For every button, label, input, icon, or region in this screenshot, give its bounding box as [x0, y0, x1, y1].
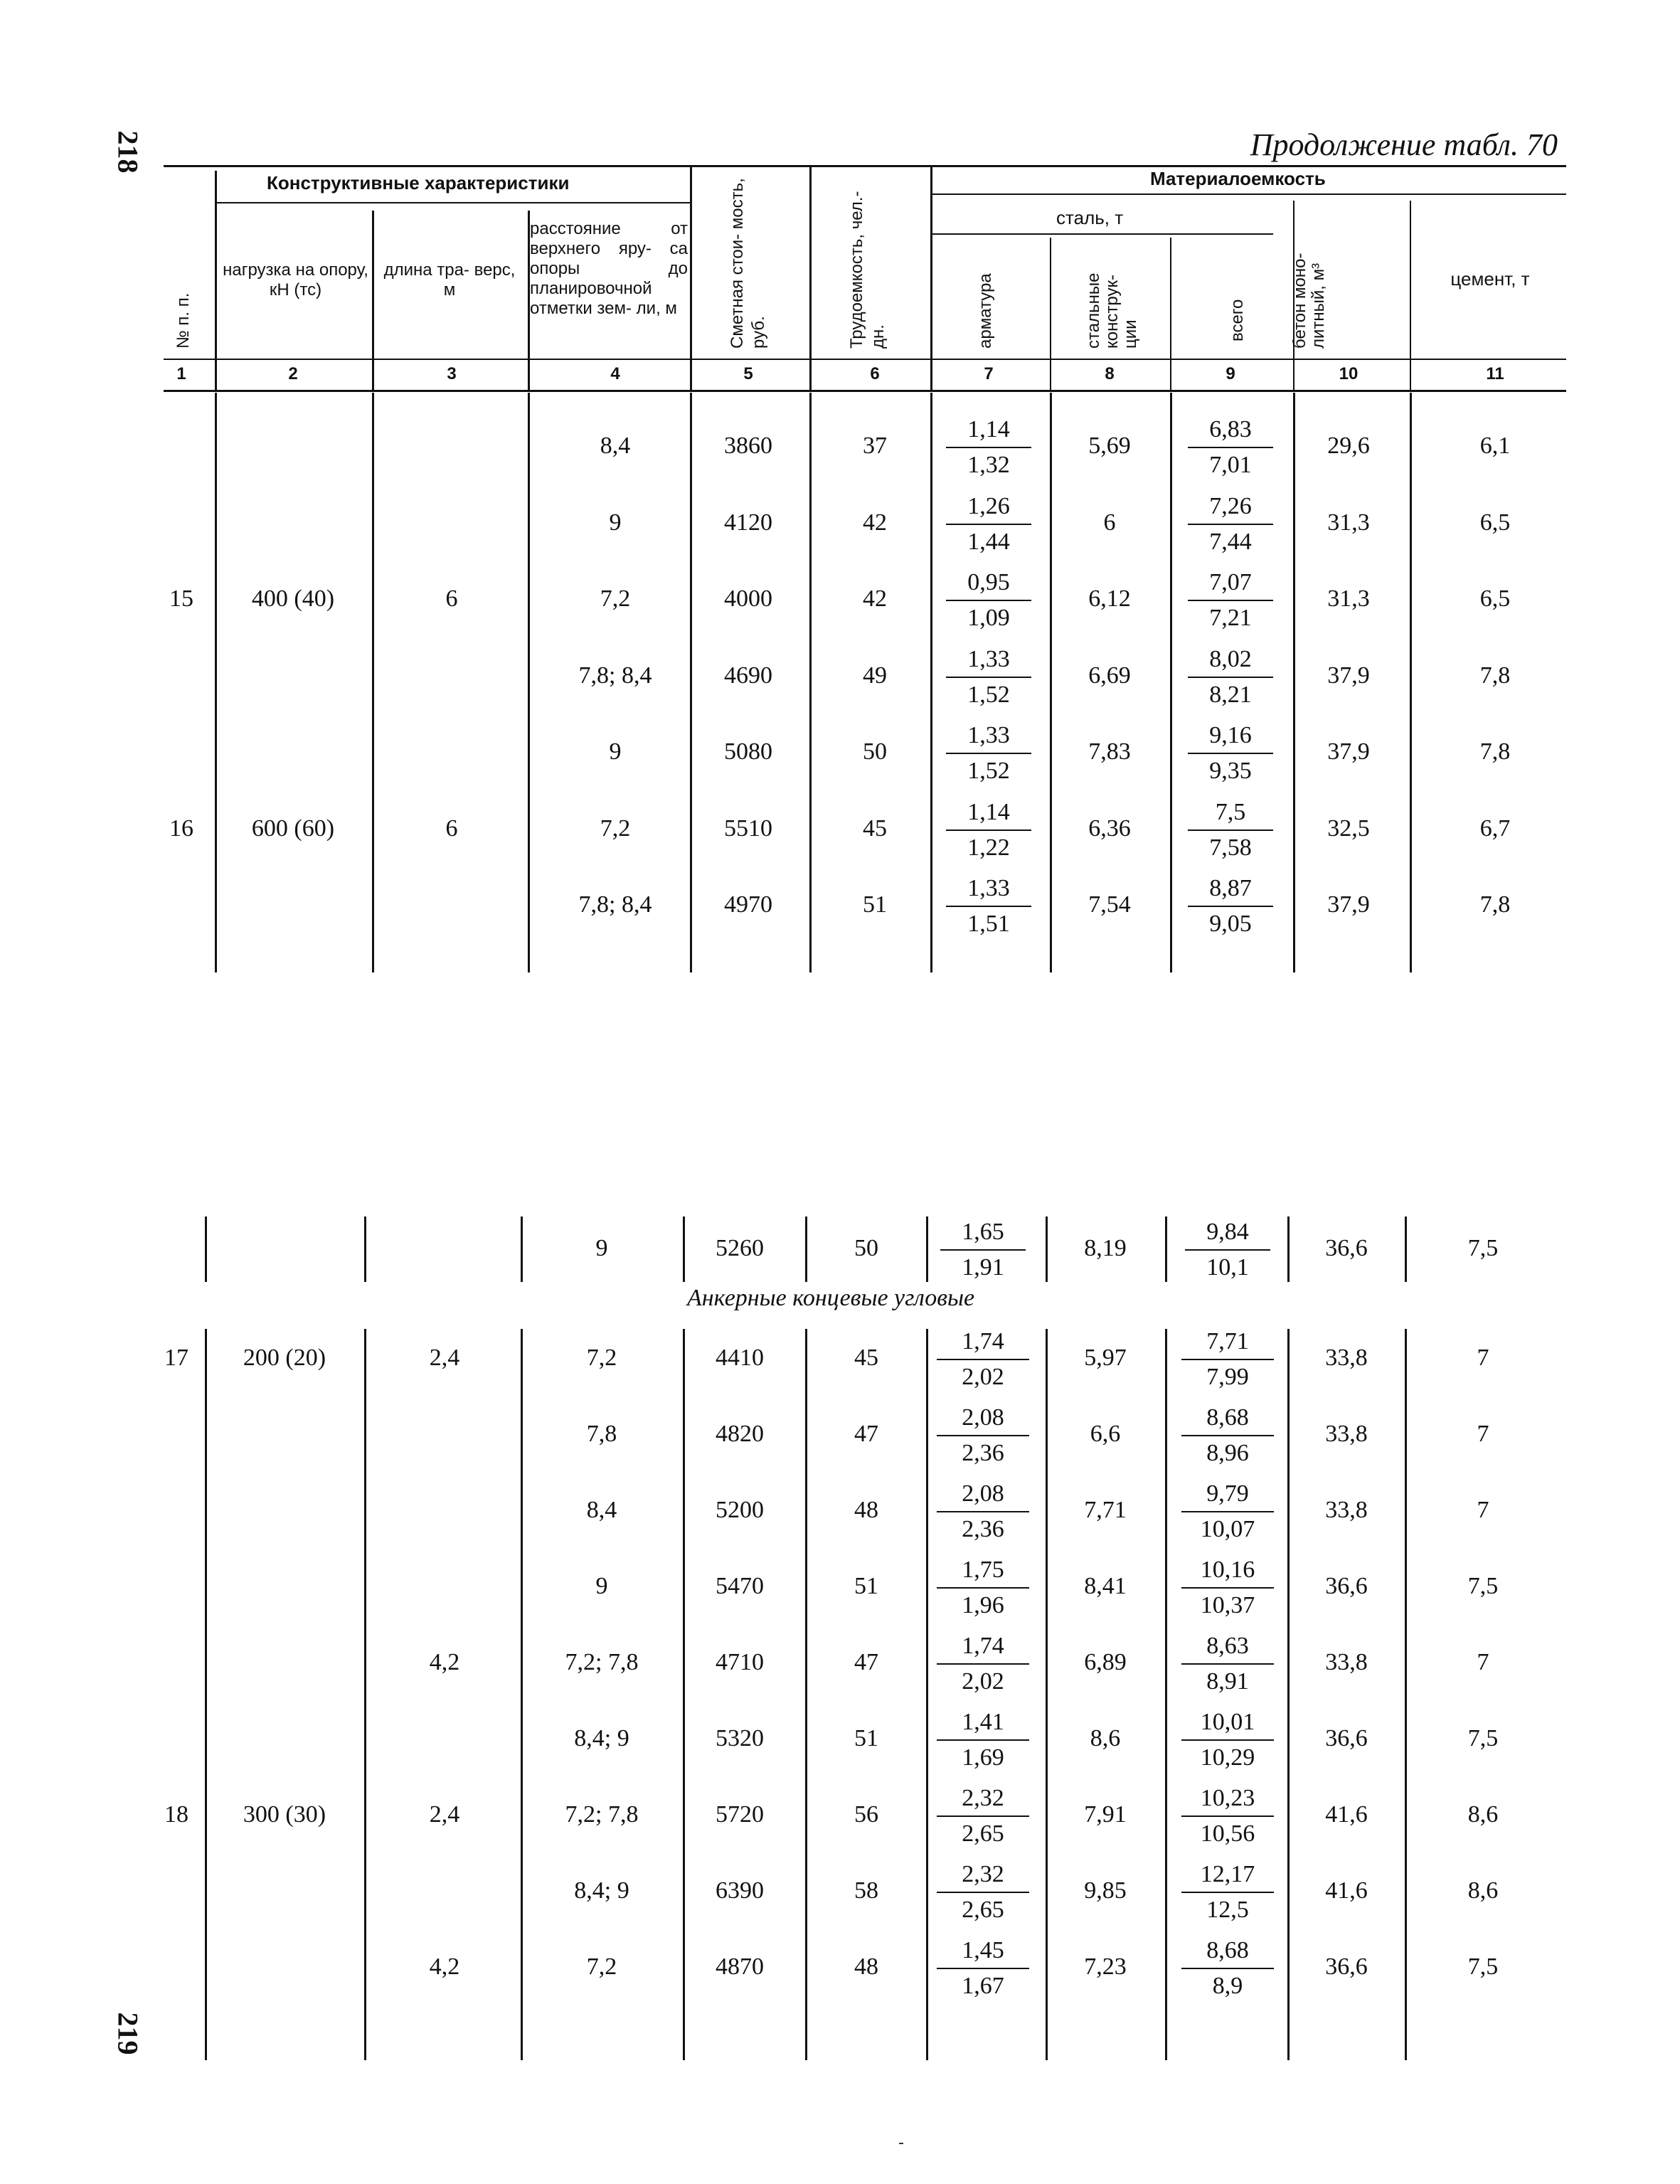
fraction-c9 [1188, 795, 1273, 865]
fraction-denominator: 1,69 [962, 1744, 1004, 1771]
fraction-c7 [937, 1934, 1029, 2003]
column-divider [372, 393, 374, 972]
cell-c6: 51 [854, 1725, 878, 1751]
cell-c8: 5,69 [1088, 433, 1131, 459]
cell-c8: 6,36 [1088, 815, 1131, 842]
fraction-denominator: 7,44 [1209, 528, 1252, 555]
cell-c5: 4710 [716, 1649, 764, 1675]
cell-c6: 50 [863, 738, 887, 765]
cell-c10: 31,3 [1327, 585, 1370, 612]
fraction-numerator: 7,71 [1181, 1325, 1274, 1360]
cell-c1: 16 [169, 815, 193, 842]
fraction-denominator: 7,58 [1209, 834, 1252, 861]
cell-c3: 6 [445, 815, 458, 842]
cell-c3: 2,4 [429, 1345, 460, 1371]
fraction-numerator: 1,41 [937, 1705, 1029, 1741]
group-material: Материалоемкость [1150, 168, 1326, 189]
cell-c11: 6,5 [1479, 509, 1511, 536]
cell-c5: 4690 [724, 662, 772, 689]
cell-c6: 45 [863, 815, 887, 842]
cell-c6: 42 [863, 509, 887, 536]
fraction-numerator: 8,68 [1181, 1401, 1274, 1436]
fraction-numerator: 1,74 [937, 1325, 1029, 1360]
fraction-denominator: 2,36 [962, 1440, 1004, 1466]
fraction-c9 [1181, 1325, 1274, 1394]
fraction-numerator: 0,95 [946, 566, 1031, 601]
cell-c11: 7 [1477, 1497, 1489, 1523]
fraction-numerator: 1,65 [940, 1215, 1026, 1251]
fraction-c7 [937, 1401, 1029, 1470]
fraction-numerator: 7,26 [1188, 489, 1273, 525]
column-divider [364, 1216, 366, 1282]
cell-c4: 8,4 [586, 1497, 617, 1523]
fraction-c7 [946, 719, 1031, 788]
column-number: 4 [610, 364, 620, 383]
cell-c5: 5320 [716, 1725, 764, 1751]
fraction-denominator: 2,36 [962, 1516, 1004, 1542]
cell-c6: 45 [854, 1345, 878, 1371]
fraction-numerator: 12,17 [1181, 1857, 1274, 1893]
cell-c8: 7,23 [1084, 1954, 1127, 1980]
fraction-numerator: 1,74 [937, 1629, 1029, 1665]
fraction-denominator: 7,21 [1209, 605, 1252, 631]
cell-c8: 6,12 [1088, 585, 1131, 612]
cell-c8: 7,91 [1084, 1801, 1127, 1828]
header-col6: Трудоемкость, чел.-дн. [847, 191, 888, 349]
fraction-c7 [937, 1325, 1029, 1394]
cell-c4: 7,2 [586, 1954, 617, 1980]
header-col10: бетон моно- литный, м³ [1290, 253, 1328, 349]
fraction-numerator: 9,84 [1185, 1215, 1270, 1251]
cell-c10: 41,6 [1325, 1801, 1368, 1828]
group-constructive: Конструктивные характеристики [267, 172, 570, 194]
fraction-c9 [1188, 871, 1273, 941]
fraction-c7 [937, 1781, 1029, 1851]
fraction-denominator: 10,37 [1200, 1592, 1255, 1618]
fraction-c9 [1181, 1553, 1274, 1623]
cell-c1: 15 [169, 585, 193, 612]
cell-c11: 8,6 [1467, 1877, 1499, 1904]
fraction-c9 [1185, 1215, 1270, 1285]
column-number: 6 [870, 364, 880, 383]
footer-dot [899, 2143, 903, 2144]
fraction-numerator: 1,33 [946, 871, 1031, 907]
cell-c4: 7,8; 8,4 [578, 662, 652, 689]
cell-c8: 7,54 [1088, 891, 1131, 918]
cell-c4: 7,8 [586, 1421, 617, 1447]
header-col4: расстояние от верхнего яру- са опоры до планировочной отметки зем- ли, м [530, 219, 688, 318]
col-number-bottom-rule [164, 390, 1566, 392]
cell-c6: 56 [854, 1801, 878, 1828]
cell-c10: 37,9 [1327, 662, 1370, 689]
cell-c4: 7,2 [586, 1345, 617, 1371]
fraction-c9 [1181, 1705, 1274, 1775]
header-col5: Сметная стои- мость, руб. [728, 178, 768, 349]
column-number: 7 [984, 364, 994, 383]
cell-c2: 600 (60) [251, 815, 335, 842]
fraction-denominator: 1,52 [967, 681, 1010, 708]
fraction-c9 [1188, 642, 1273, 712]
cell-c10: 33,8 [1325, 1421, 1368, 1447]
cell-c10: 29,6 [1327, 433, 1370, 459]
cell-c11: 7,5 [1467, 1235, 1499, 1261]
cell-c10: 36,6 [1325, 1573, 1368, 1599]
cell-c4: 9 [609, 509, 622, 536]
header-col2: нагрузка на опору, кН (тс) [223, 260, 368, 299]
fraction-c9 [1181, 1781, 1274, 1851]
cell-c5: 5080 [724, 738, 772, 765]
fraction-numerator: 7,07 [1188, 566, 1273, 601]
cell-c10: 32,5 [1327, 815, 1370, 842]
cell-c11: 7,8 [1479, 662, 1511, 689]
fraction-c7 [937, 1553, 1029, 1623]
column-divider [521, 1216, 523, 1282]
fraction-denominator: 9,35 [1209, 758, 1252, 784]
cell-c11: 7 [1477, 1345, 1489, 1371]
cell-c5: 5470 [716, 1573, 764, 1599]
cell-c8: 6,6 [1090, 1421, 1121, 1447]
cell-c5: 4820 [716, 1421, 764, 1447]
cell-c6: 42 [863, 585, 887, 612]
fraction-c7 [946, 795, 1031, 865]
cell-c6: 47 [854, 1421, 878, 1447]
cell-c4: 8,4; 9 [574, 1725, 629, 1751]
cell-c2: 200 (20) [243, 1345, 326, 1371]
cell-c1: 18 [164, 1801, 188, 1828]
column-number: 11 [1486, 364, 1504, 383]
fraction-numerator: 8,02 [1188, 642, 1273, 678]
fraction-numerator: 8,87 [1188, 871, 1273, 907]
cell-c3: 4,2 [429, 1954, 460, 1980]
header-col11: цемент, т [1450, 268, 1530, 290]
steel-group-header: сталь, т [1056, 207, 1124, 228]
fraction-numerator: 2,08 [937, 1401, 1029, 1436]
column-divider [364, 1329, 366, 2060]
fraction-numerator: 1,75 [937, 1553, 1029, 1589]
fraction-denominator: 8,21 [1209, 681, 1252, 708]
cell-c8: 8,6 [1090, 1725, 1121, 1751]
fraction-denominator: 10,56 [1200, 1820, 1255, 1847]
fraction-denominator: 2,65 [962, 1820, 1004, 1847]
cell-c5: 5720 [716, 1801, 764, 1828]
column-number: 1 [176, 364, 186, 383]
fraction-denominator: 1,32 [967, 452, 1010, 478]
header-column-divider [372, 211, 374, 390]
column-divider [528, 393, 530, 972]
column-divider [521, 1329, 523, 2060]
column-number: 8 [1105, 364, 1115, 383]
cell-c5: 6390 [716, 1877, 764, 1904]
fraction-numerator: 10,16 [1181, 1553, 1274, 1589]
cell-c10: 33,8 [1325, 1345, 1368, 1371]
fraction-denominator: 1,09 [967, 605, 1010, 631]
fraction-denominator: 1,51 [967, 911, 1010, 937]
cell-c8: 6,89 [1084, 1649, 1127, 1675]
column-number: 9 [1226, 364, 1235, 383]
cell-c6: 37 [863, 433, 887, 459]
cell-c11: 7,5 [1467, 1573, 1499, 1599]
section-title: Анкерные концевые угловые [687, 1285, 975, 1311]
fraction-c7 [946, 489, 1031, 559]
cell-c4: 7,2; 7,8 [565, 1649, 639, 1675]
fraction-c9 [1181, 1857, 1274, 1927]
column-divider [205, 1329, 207, 2060]
cell-c5: 4970 [724, 891, 772, 918]
cell-c6: 47 [854, 1649, 878, 1675]
fraction-denominator: 1,22 [967, 834, 1010, 861]
fraction-numerator: 9,79 [1181, 1477, 1274, 1512]
fraction-denominator: 1,67 [962, 1973, 1004, 1999]
cell-c10: 41,6 [1325, 1877, 1368, 1904]
cell-c2: 300 (30) [243, 1801, 326, 1828]
fraction-c9 [1181, 1629, 1274, 1699]
fraction-denominator: 2,65 [962, 1897, 1004, 1923]
cell-c1: 17 [164, 1345, 188, 1371]
cell-c5: 4410 [716, 1345, 764, 1371]
cell-c8: 6 [1103, 509, 1116, 536]
cell-c8: 8,41 [1084, 1573, 1127, 1599]
fraction-numerator: 8,68 [1181, 1934, 1274, 1969]
cell-c6: 51 [863, 891, 887, 918]
cell-c11: 7,5 [1467, 1954, 1499, 1980]
header-col8: стальные конструк- ции [1084, 272, 1140, 349]
cell-c8: 8,19 [1084, 1235, 1127, 1261]
fraction-denominator: 9,05 [1209, 911, 1252, 937]
fraction-denominator: 1,52 [967, 758, 1010, 784]
fraction-numerator: 6,83 [1188, 413, 1273, 448]
cell-c6: 48 [854, 1497, 878, 1523]
cell-c6: 48 [854, 1954, 878, 1980]
header-col3: длина тра- верс, м [383, 260, 516, 299]
cell-c6: 50 [854, 1235, 878, 1261]
fraction-numerator: 2,32 [937, 1857, 1029, 1893]
header-column-divider [1050, 238, 1051, 390]
fraction-numerator: 10,23 [1181, 1781, 1274, 1817]
cell-c5: 3860 [724, 433, 772, 459]
fraction-c7 [940, 1215, 1026, 1285]
fraction-c9 [1188, 566, 1273, 635]
fraction-numerator: 9,16 [1188, 719, 1273, 754]
cell-c8: 9,85 [1084, 1877, 1127, 1904]
fraction-numerator: 7,5 [1188, 795, 1273, 831]
cell-c10: 33,8 [1325, 1649, 1368, 1675]
cell-c4: 7,2 [600, 815, 631, 842]
cell-c3: 6 [445, 585, 458, 612]
fraction-denominator: 10,1 [1206, 1254, 1249, 1281]
cell-c6: 51 [854, 1573, 878, 1599]
header-column-divider [690, 165, 692, 390]
fraction-denominator: 8,96 [1206, 1440, 1249, 1466]
group-material-rule [932, 194, 1566, 195]
cell-c11: 6,5 [1479, 585, 1511, 612]
cell-c5: 5200 [716, 1497, 764, 1523]
cell-c5: 4870 [716, 1954, 764, 1980]
cell-c3: 4,2 [429, 1649, 460, 1675]
column-number: 10 [1339, 364, 1359, 383]
cell-c2: 400 (40) [251, 585, 335, 612]
top-rule [164, 165, 1566, 167]
fraction-c9 [1188, 489, 1273, 559]
fraction-c9 [1181, 1477, 1274, 1547]
cell-c4: 7,2 [600, 585, 631, 612]
column-divider [205, 1216, 207, 1282]
cell-c4: 9 [595, 1235, 608, 1261]
cell-c11: 6,1 [1479, 433, 1511, 459]
cell-c3: 2,4 [429, 1801, 460, 1828]
fraction-numerator: 1,14 [946, 413, 1031, 448]
cell-c6: 58 [854, 1877, 878, 1904]
fraction-denominator: 1,44 [967, 528, 1010, 555]
fraction-denominator: 8,91 [1206, 1668, 1249, 1695]
header-column-divider [1170, 238, 1171, 390]
cell-c5: 5510 [724, 815, 772, 842]
cell-c4: 9 [609, 738, 622, 765]
page-number-left: 218 [112, 130, 144, 174]
header-col9: всего [1228, 299, 1247, 341]
fraction-c9 [1181, 1934, 1274, 2003]
cell-c10: 37,9 [1327, 891, 1370, 918]
cell-c6: 49 [863, 662, 887, 689]
fraction-numerator: 1,45 [937, 1934, 1029, 1969]
cell-c11: 7,5 [1467, 1725, 1499, 1751]
cell-c10: 36,6 [1325, 1235, 1368, 1261]
fraction-c7 [937, 1477, 1029, 1547]
cell-c11: 7 [1477, 1421, 1489, 1447]
fraction-numerator: 8,63 [1181, 1629, 1274, 1665]
fraction-denominator: 1,91 [962, 1254, 1004, 1281]
fraction-c7 [937, 1705, 1029, 1775]
fraction-denominator: 8,9 [1212, 1973, 1243, 1999]
fraction-denominator: 7,99 [1206, 1364, 1249, 1390]
cell-c10: 36,6 [1325, 1725, 1368, 1751]
cell-c5: 4000 [724, 585, 772, 612]
cell-c10: 37,9 [1327, 738, 1370, 765]
fraction-denominator: 10,29 [1200, 1744, 1255, 1771]
fraction-numerator: 10,01 [1181, 1705, 1274, 1741]
header-column-divider [215, 171, 217, 390]
fraction-denominator: 1,96 [962, 1592, 1004, 1618]
cell-c10: 36,6 [1325, 1954, 1368, 1980]
steel-group-rule [932, 233, 1273, 235]
fraction-numerator: 1,14 [946, 795, 1031, 831]
header-column-divider [1410, 201, 1411, 390]
cell-c5: 4120 [724, 509, 772, 536]
fraction-c9 [1181, 1401, 1274, 1470]
header-col1: № п. п. [174, 292, 193, 349]
header-column-divider [809, 165, 812, 390]
cell-c11: 7,8 [1479, 738, 1511, 765]
fraction-numerator: 1,33 [946, 642, 1031, 678]
cell-c11: 6,7 [1479, 815, 1511, 842]
cell-c4: 7,8; 8,4 [578, 891, 652, 918]
page-number-right: 219 [112, 2012, 144, 2055]
fraction-c7 [946, 871, 1031, 941]
cell-c4: 9 [595, 1573, 608, 1599]
header-column-divider [930, 165, 932, 390]
cell-c10: 33,8 [1325, 1497, 1368, 1523]
fraction-c9 [1188, 413, 1273, 482]
fraction-denominator: 10,07 [1200, 1516, 1255, 1542]
cell-c11: 7 [1477, 1649, 1489, 1675]
fraction-c9 [1188, 719, 1273, 788]
fraction-denominator: 2,02 [962, 1364, 1004, 1390]
fraction-c7 [937, 1857, 1029, 1927]
fraction-c7 [946, 642, 1031, 712]
cell-c8: 6,69 [1088, 662, 1131, 689]
fraction-numerator: 1,33 [946, 719, 1031, 754]
column-number: 5 [743, 364, 753, 383]
cell-c11: 7,8 [1479, 891, 1511, 918]
fraction-c7 [946, 566, 1031, 635]
cell-c5: 5260 [716, 1235, 764, 1261]
fraction-denominator: 12,5 [1206, 1897, 1249, 1923]
group-constructive-rule [217, 202, 690, 203]
col-number-top-rule [164, 359, 1566, 360]
header-col7: арматура [976, 273, 995, 349]
fraction-denominator: 7,01 [1209, 452, 1252, 478]
cell-c4: 8,4 [600, 433, 631, 459]
table-continuation-label: Продолжение табл. 70 [1250, 127, 1558, 162]
fraction-c7 [937, 1629, 1029, 1699]
fraction-numerator: 2,08 [937, 1477, 1029, 1512]
fraction-c7 [946, 413, 1031, 482]
column-divider [215, 393, 217, 972]
cell-c8: 5,97 [1084, 1345, 1127, 1371]
column-number: 2 [288, 364, 298, 383]
fraction-numerator: 2,32 [937, 1781, 1029, 1817]
fraction-denominator: 2,02 [962, 1668, 1004, 1695]
fraction-numerator: 1,26 [946, 489, 1031, 525]
column-number: 3 [447, 364, 457, 383]
cell-c8: 7,83 [1088, 738, 1131, 765]
cell-c4: 7,2; 7,8 [565, 1801, 639, 1828]
cell-c8: 7,71 [1084, 1497, 1127, 1523]
cell-c11: 8,6 [1467, 1801, 1499, 1828]
cell-c4: 8,4; 9 [574, 1877, 629, 1904]
cell-c10: 31,3 [1327, 509, 1370, 536]
